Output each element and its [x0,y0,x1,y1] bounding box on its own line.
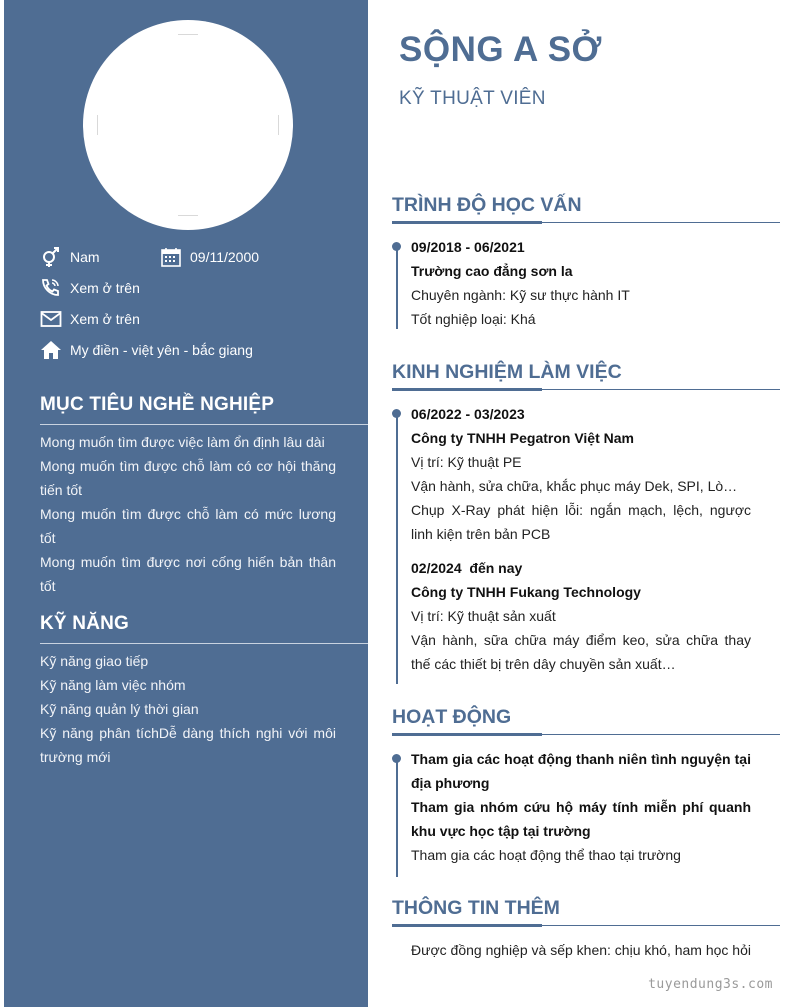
job-block [411,402,751,546]
activity-item: Tham gia nhóm cứu hộ máy tính miễn phí quanh khu vực học tập tại trường [411,799,751,839]
objective-divider [40,424,368,425]
activities-divider-accent [392,733,542,736]
gender-icon [40,247,62,267]
activity-item: Tham gia các hoạt động thể thao tại trường [411,847,681,863]
gender-row [40,247,100,267]
job-description: Vận hành, sửa chữa, khắc phục máy Dek, SPI, Lò… [411,478,738,494]
skills-divider [40,643,368,644]
candidate-name: SỘNG A SỞ [399,30,602,69]
objective-list [40,430,336,598]
objective-item: Mong muốn tìm được việc làm ổn định lâu dài [40,434,325,450]
skill-item: Kỹ năng làm việc nhóm [40,677,186,693]
extra-divider-accent [392,924,542,927]
home-icon [40,340,62,360]
experience-timeline [396,414,398,684]
objective-item: Mong muốn tìm được nơi cống hiến bản thân tốt [40,554,336,594]
extra-text: Được đồng nghiệp và sếp khen: chịu khó, ham học hỏi [411,942,751,958]
watermark: tuyendung3s.com [648,977,773,992]
education-divider-accent [392,221,542,224]
candidate-role: KỸ THUẬT VIÊN [399,88,546,109]
job-company: Công ty TNHH Fukang Technology [411,584,641,600]
job-position: Vị trí: Kỹ thuật PE [411,454,522,470]
education-block [411,235,751,331]
email-icon [40,309,62,329]
education-major: Chuyên ngành: Kỹ sư thực hành IT [411,287,630,303]
avatar-crop-mark [178,215,198,216]
job-period: 02/2024 đến nay [411,560,523,576]
skills-heading: KỸ NĂNG [40,613,130,634]
objective-item: Mong muốn tìm được chỗ làm có cơ hội thăng tiến tốt [40,458,336,498]
address-row [40,340,253,360]
activities-block [411,747,751,867]
email-value: Xem ở trên [70,311,140,327]
extra-heading: THÔNG TIN THÊM [392,897,560,919]
birthday-value: 09/11/2000 [190,249,260,265]
job-description: Vận hành, sữa chữa máy điểm keo, sửa chữa thay thế các thiết bị trên dây chuyền sản xuất… [411,632,751,672]
job-company: Công ty TNHH Pegatron Việt Nam [411,430,634,446]
education-grade: Tốt nghiệp loại: Khá [411,311,536,327]
avatar [83,20,293,230]
education-timeline [396,247,398,329]
skill-item: Kỹ năng phân tíchDễ dàng thích nghi với môi trường mới [40,725,336,765]
skill-item: Kỹ năng giao tiếp [40,653,149,669]
phone-icon [40,278,62,298]
experience-divider-accent [392,388,542,391]
skill-item: Kỹ năng quản lý thời gian [40,701,199,717]
job-block [411,556,751,676]
education-period: 09/2018 - 06/2021 [411,239,525,255]
education-timeline-dot [392,242,401,251]
extra-block [411,938,751,962]
objective-heading: MỤC TIÊU NGHỀ NGHIỆP [40,394,275,415]
calendar-icon [160,247,182,267]
experience-timeline-dot [392,409,401,418]
address-value: My điền - việt yên - bắc giang [70,342,253,358]
gender-value: Nam [70,249,100,265]
objective-item: Mong muốn tìm được chỗ làm có mức lương tốt [40,506,336,546]
skills-list [40,649,336,769]
phone-value: Xem ở trên [70,280,140,296]
activities-heading: HOẠT ĐỘNG [392,706,512,728]
avatar-crop-mark [178,34,198,35]
job-position: Vị trí: Kỹ thuật sản xuất [411,608,556,624]
job-period: 06/2022 - 03/2023 [411,406,525,422]
education-school: Trường cao đẳng sơn la [411,263,573,279]
phone-row [40,278,140,298]
avatar-crop-mark [97,115,98,135]
job-description: Chụp X-Ray phát hiện lỗi: ngắn mạch, lệch, ngược linh kiện trên bản PCB [411,502,751,542]
email-row [40,309,140,329]
birthday-row [160,247,259,267]
activities-timeline-dot [392,754,401,763]
education-heading: TRÌNH ĐỘ HỌC VẤN [392,194,582,216]
activity-item: Tham gia các hoạt động thanh niên tình nguyện tại địa phương [411,751,751,791]
experience-heading: KINH NGHIỆM LÀM VIỆC [392,361,622,383]
avatar-crop-mark [278,115,279,135]
activities-timeline [396,759,398,877]
